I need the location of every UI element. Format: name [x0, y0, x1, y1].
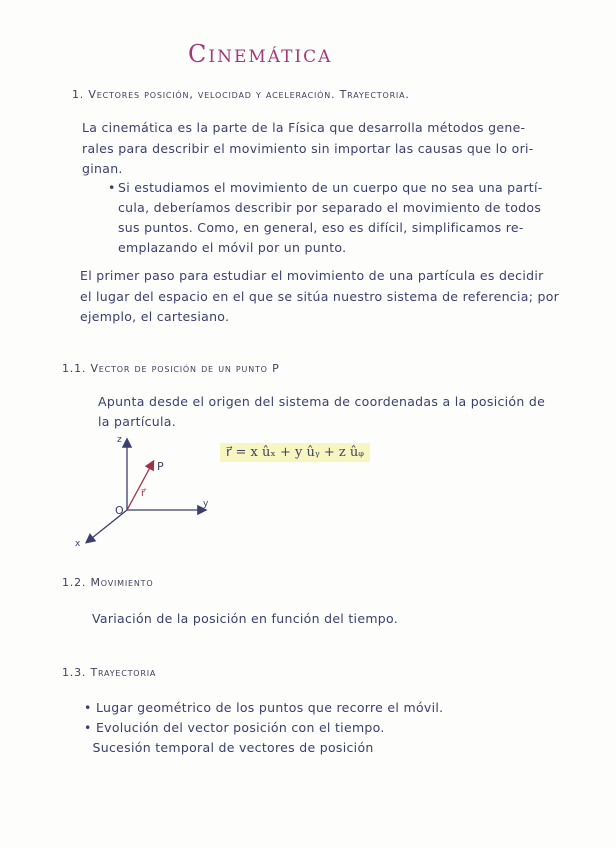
list-item: • Lugar geométrico de los puntos que recorre el móvil.	[84, 700, 444, 715]
y-label: y	[203, 499, 209, 509]
section-1-1-heading: 1.1. Vector de posición de un punto P	[62, 362, 280, 375]
paragraph-line: ejemplo, el cartesiano.	[80, 309, 230, 324]
x-label: x	[75, 539, 81, 549]
section-1-3-heading: 1.3. Trayectoria	[62, 666, 157, 679]
section-1-heading: 1. Vectores posición, velocidad y aceleración. Trayectoria.	[72, 88, 410, 101]
bullet-line: emplazando el móvil por un punto.	[118, 240, 347, 255]
vector-label: r⃗	[141, 488, 146, 499]
paragraph-line: La cinemática es la parte de la Física que desarrolla métodos gene-	[82, 120, 526, 135]
paragraph-line: el lugar del espacio en el que se sitúa nuestro sistema de referencia; por	[80, 289, 560, 304]
list-item: • Evolución del vector posición con el tiempo.	[84, 720, 385, 735]
section-1-2-heading: 1.2. Movimiento	[62, 576, 154, 589]
paragraph-line: El primer paso para estudiar el movimiento de una partícula es decidir	[80, 268, 544, 283]
origin-label: O	[115, 504, 124, 517]
position-vector-formula: r⃗ = x ûₓ + y ûᵧ + z ûᵩ	[220, 443, 370, 462]
bullet-dot: •	[108, 180, 116, 195]
paragraph-line: la partícula.	[98, 414, 177, 429]
paragraph-line: ginan.	[82, 161, 123, 176]
paragraph-line: rales para describir el movimiento sin importar las causas que lo ori-	[82, 141, 534, 156]
bullet-line: cula, deberíamos describir por separado el movimiento de todos	[118, 200, 542, 215]
bullet-line: Si estudiamos el movimiento de un cuerpo que no sea una partí-	[118, 180, 543, 195]
paragraph-line: Variación de la posición en función del tiempo.	[92, 611, 399, 626]
position-vector	[127, 462, 153, 510]
paragraph-line: Apunta desde el origen del sistema de coordenadas a la posición de	[98, 394, 546, 409]
point-label: P	[157, 460, 164, 473]
z-label: z	[117, 435, 122, 445]
bullet-line: sus puntos. Como, en general, eso es difícil, simplificamos re-	[118, 220, 524, 235]
page-title: Cinemática	[188, 40, 333, 68]
list-item: Sucesión temporal de vectores de posición	[84, 740, 374, 755]
coordinate-axes-diagram	[65, 432, 225, 562]
